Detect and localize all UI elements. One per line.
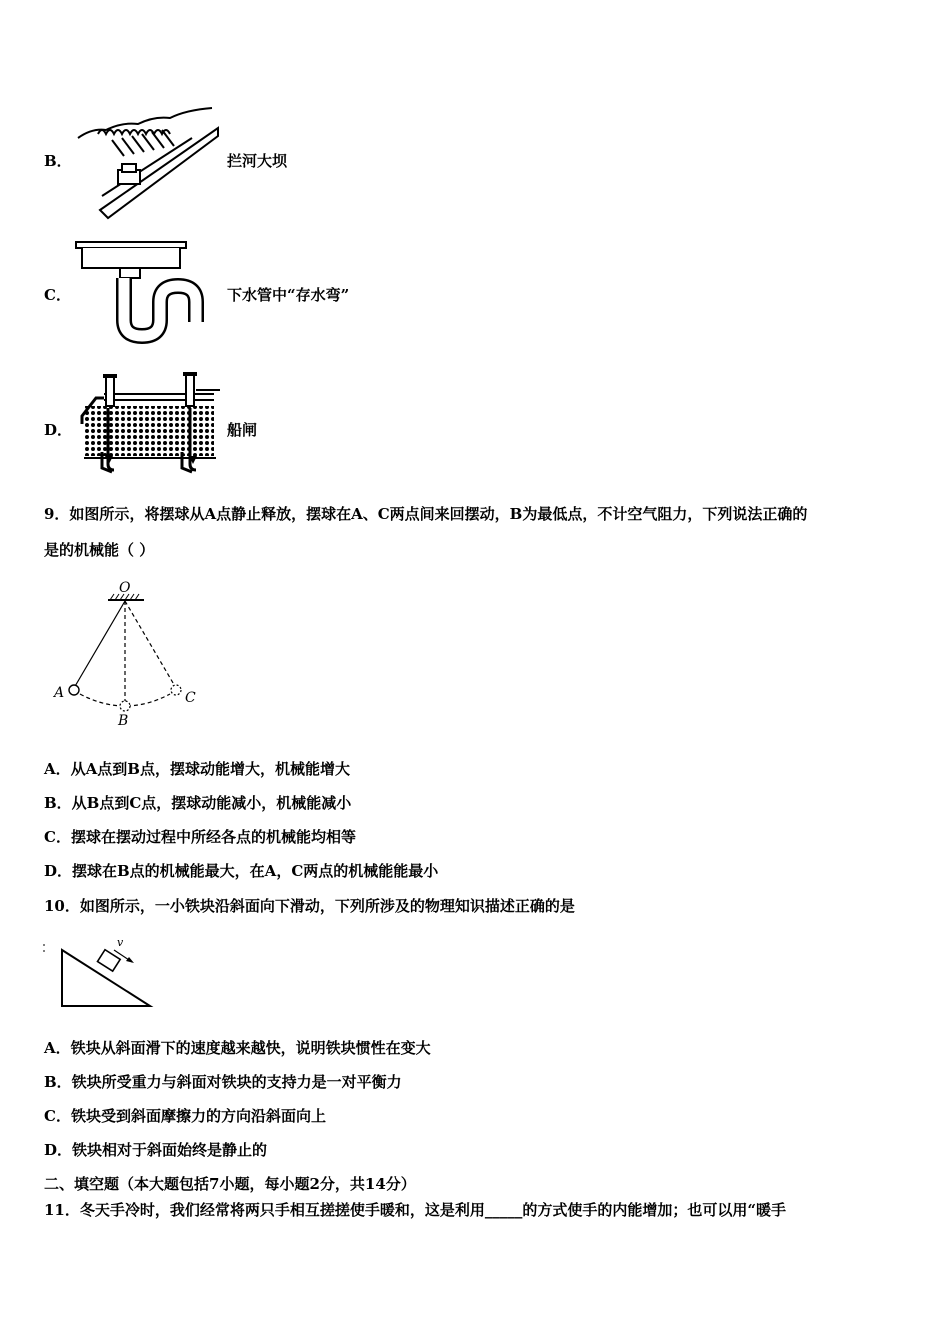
incline-figure: [40, 938, 160, 1012]
incline-label-v: v: [117, 936, 124, 949]
q10-option-b: B．铁块所受重力与斜面对铁块的支持力是一对平衡力: [44, 1073, 402, 1091]
option-b-letter: B．: [44, 152, 72, 170]
dam-figure: [72, 100, 222, 220]
q9-option-b: B．从B点到C点，摆球动能减小，机械能减小: [44, 794, 352, 812]
pendulum-label-o: O: [119, 580, 131, 596]
q9-option-d: D．摆球在B点的机械能最大，在A，C两点的机械能能最小: [44, 862, 439, 880]
q10-option-d: D．铁块相对于斜面始终是静止的: [44, 1141, 268, 1159]
pendulum-label-b: B: [118, 713, 129, 729]
option-d-label: 船闸: [227, 421, 258, 439]
pendulum-label-a: A: [54, 685, 65, 701]
section-2-heading: 二、填空题（本大题包括7小题，每小题2分，共14分）: [44, 1175, 416, 1193]
option-b-label: 拦河大坝: [227, 152, 288, 170]
q10-option-c: C．铁块受到斜面摩擦力的方向沿斜面向上: [44, 1107, 326, 1125]
q9-option-a: A．从A点到B点，摆球动能增大，机械能增大: [44, 760, 350, 778]
q11-line1: 11．冬天手冷时，我们经常将两只手相互搓搓使手暖和，这是利用_____的方式使手的内能增加；也可以用“暖手: [44, 1201, 787, 1219]
pendulum-figure: [46, 580, 216, 732]
pendulum-label-c: C: [185, 690, 196, 706]
q9-stem-line1: 9．如图所示，将摆球从A点静止释放，摆球在A、C两点间来回摆动，B为最低点，不计空气阻力，下列说法正确的: [44, 505, 808, 523]
q9-option-c: C．摆球在摆动过程中所经各点的机械能均相等: [44, 828, 356, 846]
q10-stem: 10．如图所示，一小铁块沿斜面向下滑动，下列所涉及的物理知识描述正确的是: [44, 897, 575, 915]
option-d-letter: D．: [44, 421, 73, 439]
option-c-label: 下水管中“存水弯”: [227, 286, 350, 304]
q9-stem-line2: 是的机械能（ ）: [44, 541, 155, 559]
option-c-letter: C．: [44, 286, 71, 304]
ship-lock-figure: [78, 368, 223, 476]
q10-option-a: A．铁块从斜面滑下的速度越来越快，说明铁块惯性在变大: [44, 1039, 431, 1057]
drain-trap-figure: [72, 236, 222, 346]
